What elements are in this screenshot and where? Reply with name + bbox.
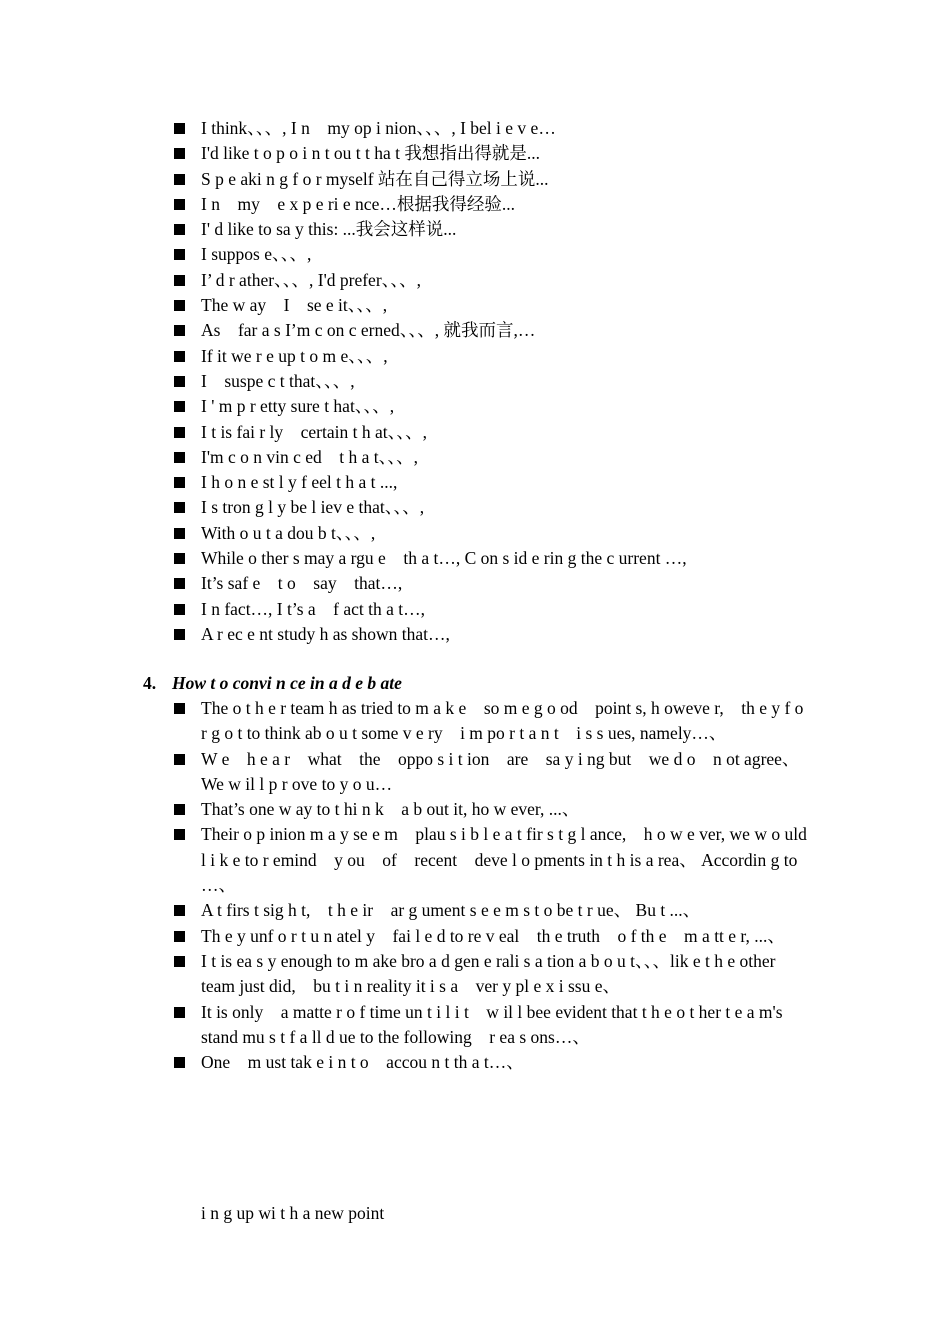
list-item-text: It is only a matte r o f time un t i l i t w il l bee evident that t h e o t her t e a m's stand mu s t f a ll d ue to the following r ea s ons…、: [201, 1001, 783, 1047]
square-bullet-icon: [174, 249, 185, 260]
list-item-text: A t firs t sig h t, t h e ir ar g ument s e e m s t o be t r ue、 Bu t ...、: [201, 900, 701, 921]
list-item: [172, 597, 812, 622]
list-item-text: While o ther s may a rgu e th a t…, C on s id e rin g the c urrent …,: [201, 548, 687, 569]
list-item: [172, 822, 812, 898]
list-item: [172, 344, 812, 369]
list-item-text: I h o n e st l y f eel t h a t ...,: [201, 472, 398, 493]
square-bullet-icon: [174, 300, 185, 311]
square-bullet-icon: [174, 401, 185, 412]
list-item: [172, 293, 812, 318]
list-item-text: I n my e x p e ri e nce…根据我得经验...: [201, 193, 515, 214]
square-bullet-icon: [174, 804, 185, 815]
square-bullet-icon: [174, 502, 185, 513]
square-bullet-icon: [174, 325, 185, 336]
list-item: [172, 217, 812, 242]
list-item-text: The w ay I se e it、、、,: [201, 295, 388, 316]
list-item: [172, 242, 812, 267]
list-item-text: A r ec e nt study h as shown that…,: [201, 623, 450, 644]
list-item: [172, 521, 812, 546]
list-item: [172, 445, 812, 470]
square-bullet-icon: [174, 148, 185, 159]
square-bullet-icon: [174, 931, 185, 942]
trailing-text: i n g up wi t h a new point: [201, 1203, 385, 1223]
list-item-text: The o t h e r team h as tried to m a k e so m e g o od point s, h oweve r, th e y f o r g o t to think ab o u t some v e ry i m po r t a n t i s s ues, namely…、: [201, 698, 804, 744]
square-bullet-icon: [174, 956, 185, 967]
list-item: [172, 898, 812, 923]
list-item: [172, 318, 812, 343]
square-bullet-icon: [174, 754, 185, 765]
square-bullet-icon: [174, 427, 185, 438]
square-bullet-icon: [174, 905, 185, 916]
square-bullet-icon: [174, 578, 185, 589]
list-item-text: I t is ea s y enough to m ake bro a d gen e rali s a tion a b o u t、、、lik e t h e other team just did, bu t i n reality it i s a ver y pl e x i ssu e、: [201, 950, 776, 997]
list-item-text: With o u t a dou b t、、、,: [201, 522, 376, 543]
list-item: [172, 949, 812, 1000]
list-item: [172, 167, 812, 192]
list-item-text: Their o p inion m a y se e m plau s i b l e a t fir s t g l ance, h o w e ver, we w o uld l i k e to r emind y ou of recent deve l o pments in t h is a rea、 Accordin g to …、: [201, 824, 807, 896]
list-item: [172, 495, 812, 520]
square-bullet-icon: [174, 604, 185, 615]
list-item-text: I suspe c t that、、、,: [201, 370, 355, 391]
square-bullet-icon: [174, 452, 185, 463]
list-item: [172, 924, 812, 949]
list-item: [172, 116, 812, 141]
list-item: [172, 747, 812, 798]
square-bullet-icon: [174, 174, 185, 185]
list-item-text: I' d like to sa y this: ...我会这样说...: [201, 219, 457, 240]
list-item: [172, 696, 812, 747]
square-bullet-icon: [174, 528, 185, 539]
square-bullet-icon: [174, 123, 185, 134]
list-item-text: I s tron g l y be l iev e that、、、,: [201, 497, 425, 518]
list-item: [172, 268, 812, 293]
list-item-text: Th e y unf o r t u n atel y fai l e d to re v eal th e truth o f th e m a tt e r, ...、: [201, 925, 785, 946]
square-bullet-icon: [174, 199, 185, 210]
list-item-text: S p e aki n g f o r myself 站在自己得立场上说...: [201, 168, 549, 189]
list-item-text: I ' m p r etty sure t hat、、、,: [201, 396, 395, 417]
square-bullet-icon: [174, 376, 185, 387]
list-item: [172, 546, 812, 571]
section-heading: [143, 671, 402, 696]
list-item: [172, 1050, 812, 1075]
list-item-text: I n fact…, I t’s a f act th a t…,: [201, 598, 426, 619]
square-bullet-icon: [174, 224, 185, 235]
phrase-list-debate: [172, 696, 812, 1075]
list-item: [172, 470, 812, 495]
square-bullet-icon: [174, 629, 185, 640]
list-item-text: I t is fai r ly certain t h at、、、,: [201, 421, 427, 442]
list-item: [172, 394, 812, 419]
list-item: [172, 192, 812, 217]
list-item: [172, 622, 812, 647]
list-item: [172, 420, 812, 445]
list-item: [172, 571, 812, 596]
list-item-text: I’ d r ather、、、, I'd prefer、、、,: [201, 269, 422, 290]
square-bullet-icon: [174, 1057, 185, 1068]
section-number: 4.: [143, 673, 157, 693]
square-bullet-icon: [174, 703, 185, 714]
list-item: [172, 797, 812, 822]
phrase-list-opinion: [172, 116, 812, 647]
section-title: How t o convi n ce in a d e b ate: [172, 673, 402, 693]
list-item: [172, 369, 812, 394]
list-item-text: One m ust tak e i n t o accou n t th a t…、: [201, 1052, 524, 1073]
list-item-text: I think、、、, I n my op i nion、、、, I bel i e v e…: [201, 118, 556, 138]
list-item-text: I'd like t o p o i n t ou t t ha t 我想指出得就是...: [201, 143, 541, 164]
square-bullet-icon: [174, 829, 185, 840]
square-bullet-icon: [174, 553, 185, 564]
list-item-text: I suppos e、、、,: [201, 244, 312, 265]
list-item-text: That’s one w ay to t hi n k a b out it, ho w ever, ...、: [201, 799, 580, 820]
list-item-text: It’s saf e t o say that…,: [201, 573, 403, 594]
list-item: [172, 1000, 812, 1051]
list-item: [172, 141, 812, 166]
square-bullet-icon: [174, 351, 185, 362]
square-bullet-icon: [174, 275, 185, 286]
list-item-text: I'm c o n vin c ed t h a t、、、,: [201, 446, 418, 467]
square-bullet-icon: [174, 1007, 185, 1018]
list-item-text: W e h e a r what the oppo s i t ion are sa y i ng but we d o n ot agree、 We w il l p r ove to y o u…: [201, 748, 800, 794]
square-bullet-icon: [174, 477, 185, 488]
list-item-text: As far a s I’m c on c erned、、、, 就我而言,…: [201, 320, 536, 341]
list-item-text: If it we r e up t o m e、、、,: [201, 345, 388, 366]
